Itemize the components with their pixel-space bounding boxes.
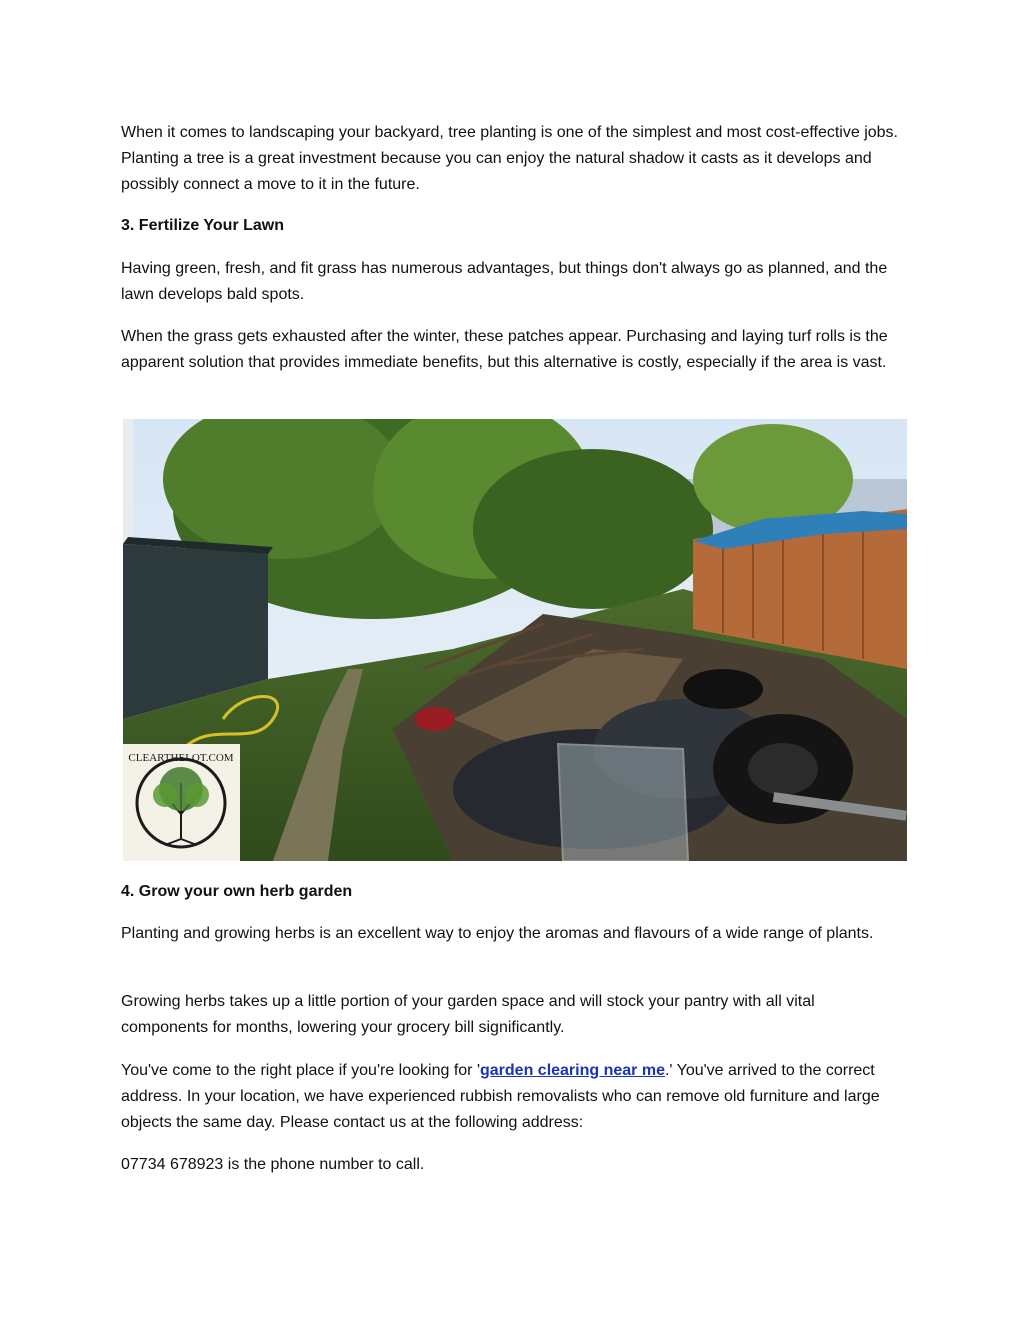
section-4-paragraph-1: Planting and growing herbs is an excellent way to enjoy the aromas and flavours of a wide range of plants. [121,925,874,942]
phone-line: 07734 678923 is the phone number to call. [121,1156,425,1173]
cta-text-before: You've come to the right place if you're looking for ' [121,1062,480,1079]
section-4-paragraph-2: Growing herbs takes up a little portion of your garden space and will stock your pantry with all vital components for months, lowering your grocery bill significantly. [121,993,815,1036]
section-4-heading: 4. Grow your own herb garden [121,883,353,900]
garden-waste-photo [123,419,907,861]
section-3-heading: 3. Fertilize Your Lawn [121,217,284,234]
section-3-paragraph-1: Having green, fresh, and fit grass has numerous advantages, but things don't always go as planned, and the lawn develops bald spots. [121,260,888,303]
garden-photo-illustration [123,419,907,861]
cta-text-after: .' You've arrived to the correct address. In your location, we have experienced rubbish removalists who can remove old furniture and large objects the same day. Please contact us at the following address: [121,1062,880,1131]
cta-paragraph [121,1058,901,1136]
intro-paragraph: When it comes to landscaping your backyard, tree planting is one of the simplest and most cost-effective jobs. Planting a tree is a great investment because you can enjoy the natural shadow it casts as it develops and possibly connect a move to it in the future. [121,124,898,193]
garden-clearing-link[interactable]: garden clearing near me [480,1062,665,1079]
logo-text: CLEARTHELOT.COM [128,752,234,764]
section-3-paragraph-2: When the grass gets exhausted after the winter, these patches appear. Purchasing and laying turf rolls is the apparent solution that provides immediate benefits, but this alternative is costly, especially if the area is vast. [121,328,888,371]
